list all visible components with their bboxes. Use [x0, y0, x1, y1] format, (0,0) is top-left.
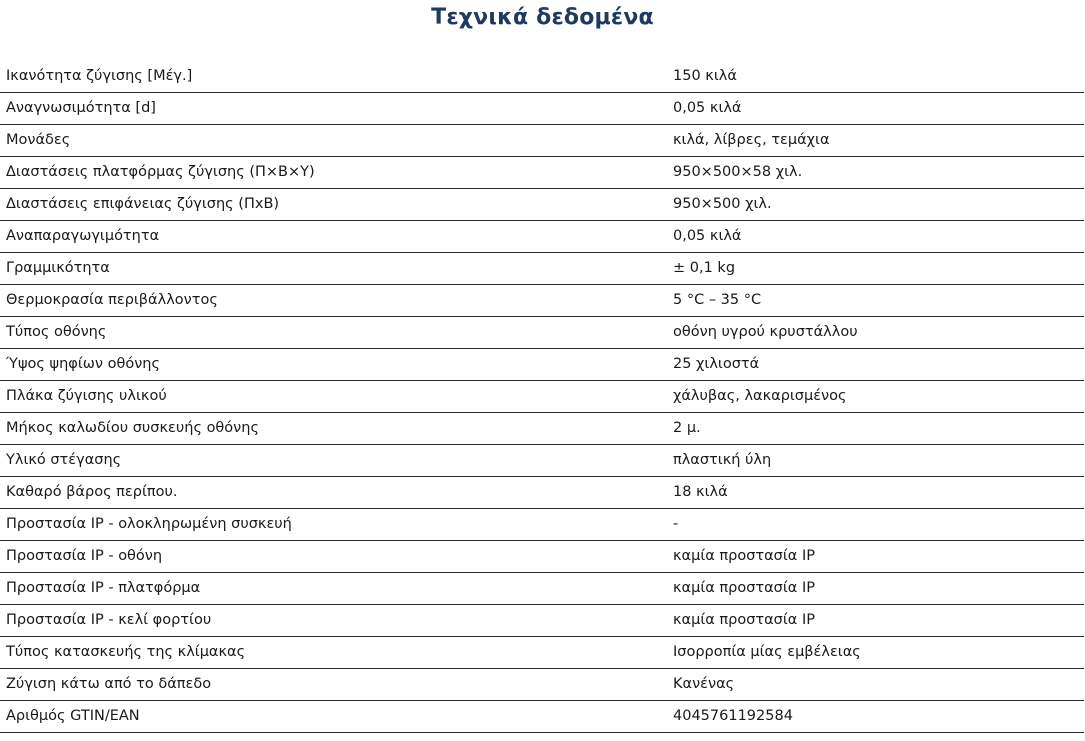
table-row	[0, 125, 1084, 157]
technical-data-body	[0, 61, 1084, 733]
spec-value: 5 °C – 35 °C	[666, 285, 1084, 317]
spec-value: Κανένας	[666, 669, 1084, 701]
table-row	[0, 221, 1084, 253]
spec-value: καμία προστασία IP	[666, 541, 1084, 573]
spec-value: 4045761192584	[666, 701, 1084, 733]
spec-value: 25 χιλιοστά	[666, 349, 1084, 381]
spec-value: ± 0,1 kg	[666, 253, 1084, 285]
table-row	[0, 445, 1084, 477]
spec-value: κιλά, λίβρες, τεμάχια	[666, 125, 1084, 157]
spec-value: 2 μ.	[666, 413, 1084, 445]
spec-value: 0,05 κιλά	[666, 93, 1084, 125]
spec-label: Θερμοκρασία περιβάλλοντος	[0, 285, 666, 317]
table-row	[0, 253, 1084, 285]
spec-label: Διαστάσεις πλατφόρμας ζύγισης (Π×Β×Υ)	[0, 157, 666, 189]
table-row	[0, 669, 1084, 701]
table-row	[0, 541, 1084, 573]
table-row	[0, 637, 1084, 669]
spec-label: Αναγνωσιμότητα [d]	[0, 93, 666, 125]
table-row	[0, 349, 1084, 381]
spec-label: Πλάκα ζύγισης υλικού	[0, 381, 666, 413]
spec-value: Ισορροπία μίας εμβέλειας	[666, 637, 1084, 669]
spec-label: Καθαρό βάρος περίπου.	[0, 477, 666, 509]
spec-label: Προστασία IP - ολοκληρωμένη συσκευή	[0, 509, 666, 541]
spec-value: 18 κιλά	[666, 477, 1084, 509]
spec-label: Τύπος οθόνης	[0, 317, 666, 349]
page-title: Τεχνικά δεδομένα	[431, 5, 654, 30]
spec-label: Μονάδες	[0, 125, 666, 157]
spec-label: Διαστάσεις επιφάνειας ζύγισης (ΠxΒ)	[0, 189, 666, 221]
spec-label: Ζύγιση κάτω από το δάπεδο	[0, 669, 666, 701]
spec-value: πλαστική ύλη	[666, 445, 1084, 477]
spec-value: χάλυβας, λακαρισμένος	[666, 381, 1084, 413]
table-row	[0, 509, 1084, 541]
spec-value: 0,05 κιλά	[666, 221, 1084, 253]
table-row	[0, 381, 1084, 413]
table-row	[0, 573, 1084, 605]
technical-data-table	[0, 61, 1084, 733]
spec-label: Υλικό στέγασης	[0, 445, 666, 477]
spec-label: Ύψος ψηφίων οθόνης	[0, 349, 666, 381]
table-row	[0, 605, 1084, 637]
table-row	[0, 413, 1084, 445]
table-row	[0, 61, 1084, 93]
spec-value: 150 κιλά	[666, 61, 1084, 93]
spec-label: Τύπος κατασκευής της κλίμακας	[0, 637, 666, 669]
spec-label: Γραμμικότητα	[0, 253, 666, 285]
table-row	[0, 157, 1084, 189]
spec-label: Προστασία IP - πλατφόρμα	[0, 573, 666, 605]
spec-label: Προστασία IP - οθόνη	[0, 541, 666, 573]
spec-value: καμία προστασία IP	[666, 605, 1084, 637]
spec-label: Αριθμός GTIN/EAN	[0, 701, 666, 733]
spec-label: Ικανότητα ζύγισης [Μέγ.]	[0, 61, 666, 93]
table-row	[0, 477, 1084, 509]
spec-label: Μήκος καλωδίου συσκευής οθόνης	[0, 413, 666, 445]
spec-value: οθόνη υγρού κρυστάλλου	[666, 317, 1084, 349]
table-row	[0, 317, 1084, 349]
table-row	[0, 93, 1084, 125]
spec-value: 950×500×58 χιλ.	[666, 157, 1084, 189]
spec-label: Αναπαραγωγιμότητα	[0, 221, 666, 253]
table-row	[0, 189, 1084, 221]
spec-value: -	[666, 509, 1084, 541]
spec-label: Προστασία IP - κελί φορτίου	[0, 605, 666, 637]
table-row	[0, 285, 1084, 317]
spec-value: καμία προστασία IP	[666, 573, 1084, 605]
table-row	[0, 701, 1084, 733]
spec-value: 950×500 χιλ.	[666, 189, 1084, 221]
